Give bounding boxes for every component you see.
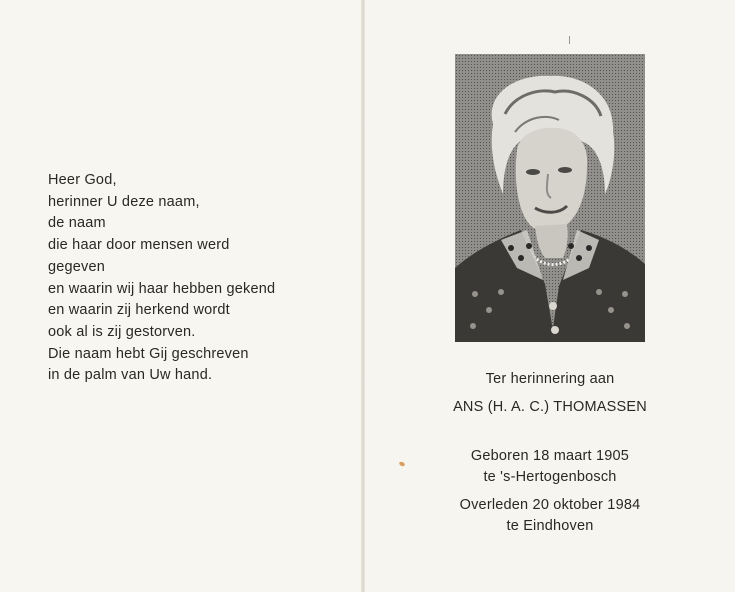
poem-line: ook al is zij gestorven. (48, 323, 196, 340)
poem-line: de naam (48, 215, 106, 232)
death-place: te Eindhoven (506, 518, 594, 534)
death-date: Overleden 20 oktober 1984 (459, 497, 641, 513)
poem (48, 170, 275, 387)
poem-line: in de palm van Uw hand. (48, 367, 213, 384)
remembrance-line: Ter herinnering aan (485, 371, 615, 387)
poem-line: en waarin wij haar hebben gekend (48, 280, 276, 297)
birth-date: Geboren 18 maart 1905 (470, 448, 630, 464)
birth-place: te 's-Hertogenbosch (483, 469, 617, 485)
poem-line: Die naam hebt Gij geschreven (48, 345, 249, 362)
portrait-illustration (455, 54, 645, 342)
deceased-name: ANS (H. A. C.) THOMASSEN (453, 399, 647, 415)
left-panel (0, 0, 361, 592)
print-mark (569, 36, 570, 44)
poem-line: Heer God, (48, 172, 117, 188)
poem-line: herinner U deze naam, (48, 193, 200, 210)
poem-line: en waarin zij herkend wordt (48, 302, 230, 319)
poem-line: die haar door mensen werd (48, 237, 230, 254)
poem-line: gegeven (48, 258, 106, 275)
portrait-photo (455, 54, 645, 342)
